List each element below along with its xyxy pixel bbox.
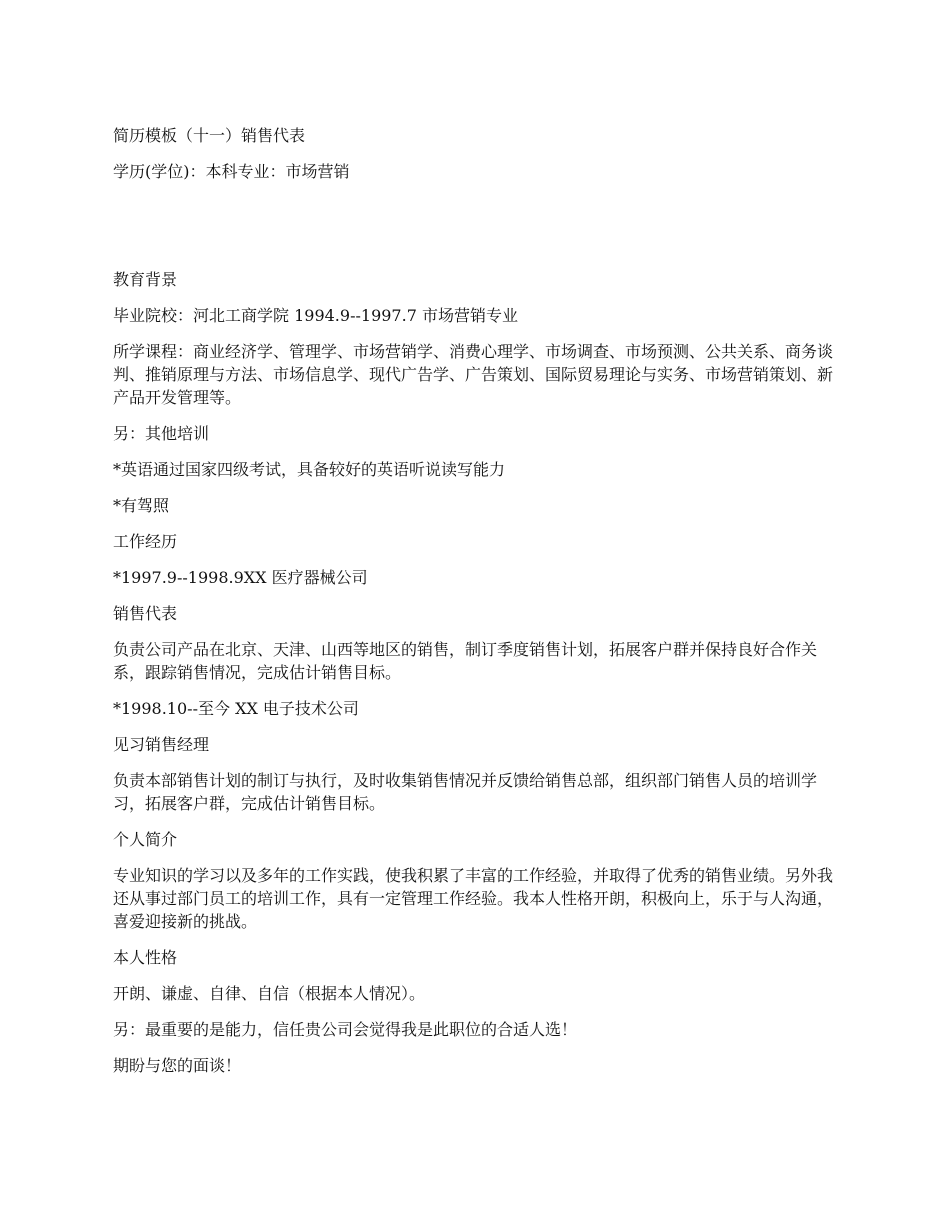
education-heading: 教育背景 [113,270,178,289]
job-position: 见习销售经理 [113,735,210,754]
document-title: 简历模板（十一）销售代表 [113,126,306,145]
closing-note: 另：最重要的是能力，信任贵公司会觉得我是此职位的合适人选！ [113,1020,578,1039]
training-item: *有驾照 [113,496,170,515]
resume-document [113,124,841,1090]
job-position: 销售代表 [113,604,178,623]
profile-paragraph: 专业知识的学习以及多年的工作实践，使我积累了丰富的工作经验，并取得了优秀的销售业绩。另外我还从事过部门员工的培训工作，具有一定管理工作经验。我本人性格开朗，积极向上，乐于与人沟通，喜爱迎接新的挑战。 [113,866,834,931]
job-period: *1997.9--1998.9XX 医疗器械公司 [113,568,368,587]
profile-heading: 个人简介 [113,830,178,849]
blank-spacer [113,196,841,268]
school-line: 毕业院校：河北工商学院 1994.9--1997.7 市场营销专业 [113,306,518,325]
closing-signoff: 期盼与您的面谈！ [113,1056,242,1075]
degree-major-line: 学历(学位)：本科专业：市场营销 [113,162,350,181]
other-training-heading: 另：其他培训 [113,424,210,443]
personality-heading: 本人性格 [113,948,178,967]
job-description: 负责本部销售计划的制订与执行，及时收集销售情况并反馈给销售总部，组织部门销售人员的培训学习，拓展客户群，完成估计销售目标。 [113,771,818,813]
training-item: *英语通过国家四级考试，具备较好的英语听说读写能力 [113,460,506,479]
personality-text: 开朗、谦虚、自律、自信（根据本人情况）。 [113,984,426,1003]
courses-paragraph: 所学课程：商业经济学、管理学、市场营销学、消费心理学、市场调查、市场预测、公共关系、商务谈判、推销原理与方法、市场信息学、现代广告学、广告策划、国际贸易理论与实务、市场营销策划、新产品开发管理等。 [113,342,834,407]
work-heading: 工作经历 [113,532,178,551]
job-period: *1998.10--至今 XX 电子技术公司 [113,699,359,718]
job-description: 负责公司产品在北京、天津、山西等地区的销售，制订季度销售计划，拓展客户群并保持良好合作关系，跟踪销售情况，完成估计销售目标。 [113,640,818,682]
